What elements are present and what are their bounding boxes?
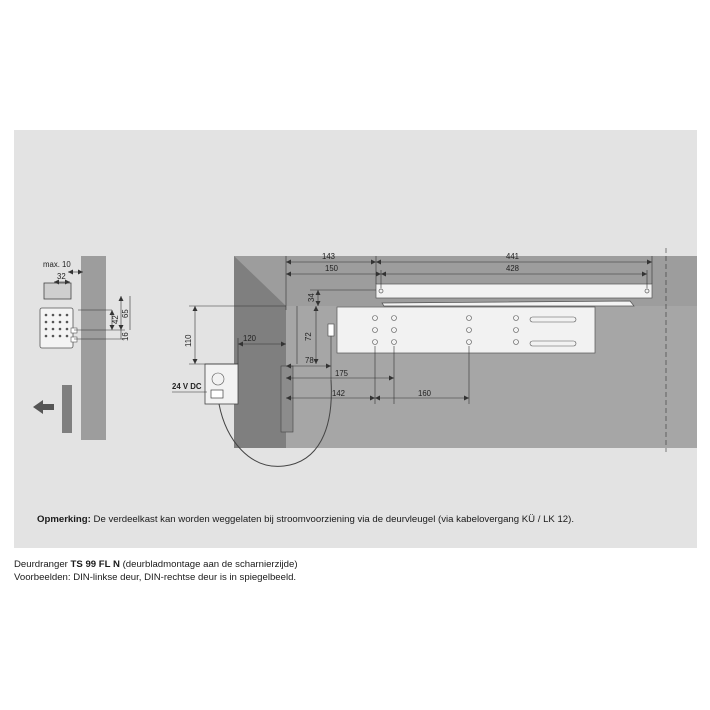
dim-150: 150 bbox=[325, 264, 339, 273]
caption-line-2: Voorbeelden: DIN-linkse deur, DIN-rechtse deur is in spiegelbeeld. bbox=[14, 572, 297, 583]
dim-65: 65 bbox=[121, 309, 130, 318]
note-label: Opmerking: bbox=[37, 514, 91, 525]
note bbox=[37, 514, 574, 525]
caption-line-1 bbox=[14, 559, 298, 570]
dim-142: 142 bbox=[332, 389, 346, 398]
dim-78: 78 bbox=[305, 356, 314, 365]
dim-160: 160 bbox=[418, 389, 432, 398]
dim-16: 16 bbox=[121, 332, 130, 341]
front-view bbox=[172, 248, 697, 466]
dim-72: 72 bbox=[304, 332, 313, 341]
dim-max10: max. 10 bbox=[43, 260, 71, 269]
caption-prefix: Deurdranger bbox=[14, 559, 71, 570]
dim-110: 110 bbox=[184, 334, 193, 347]
voltage-label: 24 V DC bbox=[172, 382, 202, 391]
caption-suffix: (deurbladmontage aan de scharnierzijde) bbox=[119, 559, 298, 570]
dim-175: 175 bbox=[335, 369, 349, 378]
dim-143: 143 bbox=[322, 252, 336, 261]
dim-441: 441 bbox=[506, 252, 520, 261]
dim-120: 120 bbox=[243, 334, 257, 343]
note-text: De verdeelkast kan worden weggelaten bij stroomvoorziening via de deurvleugel (via kabelovergang KÜ / LK 12). bbox=[90, 514, 575, 525]
dim-428: 428 bbox=[506, 264, 520, 273]
dim-42: 42 bbox=[111, 315, 120, 324]
dim-32: 32 bbox=[57, 272, 66, 281]
caption-model: TS 99 FL N bbox=[70, 559, 120, 570]
dim-34: 34 bbox=[307, 293, 316, 302]
